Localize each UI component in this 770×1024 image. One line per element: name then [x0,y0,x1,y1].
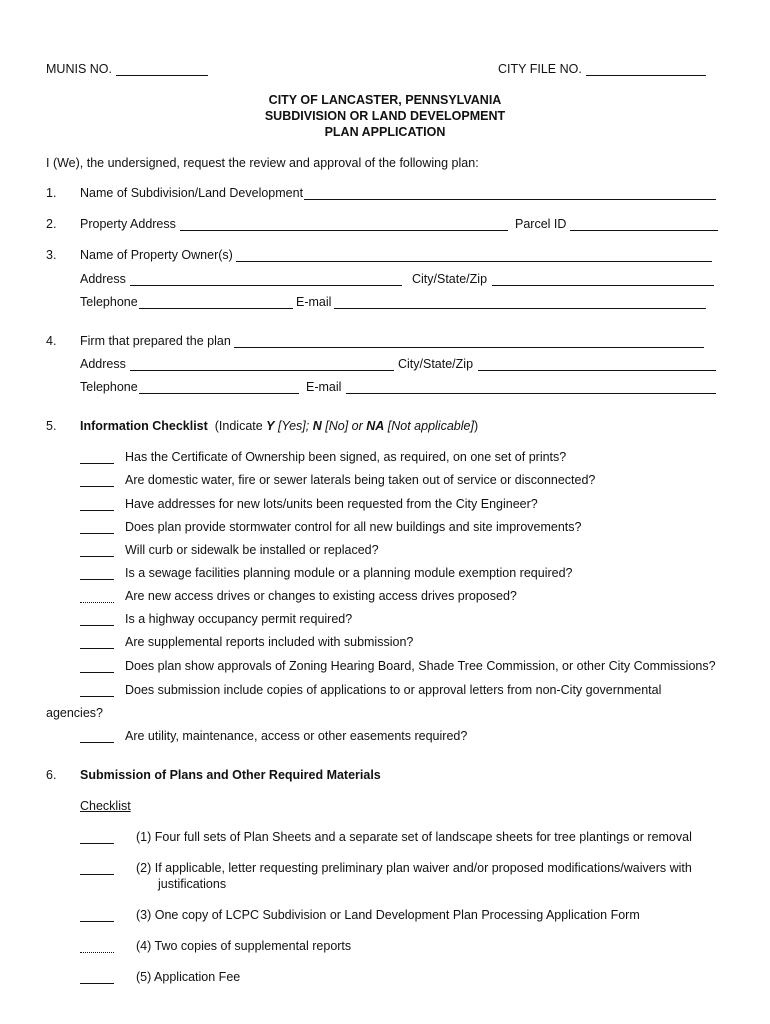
submission-item: (3) One copy of LCPC Subdivision or Land Development Plan Processing Application Form [136,908,640,922]
checklist-item: Are utility, maintenance, access or other easements required? [125,729,468,743]
owner-phone-field[interactable] [139,296,293,309]
checklist-answer-blank[interactable] [80,451,114,464]
owner-address-label: Address [80,272,126,286]
city-file-label: CITY FILE NO. [498,62,582,76]
submission-item-continuation: justifications [158,877,227,891]
firm-address-field[interactable] [130,358,394,371]
instr-n: N [312,419,322,433]
firm-phone-label: Telephone [80,380,138,394]
subdivision-name-field[interactable] [304,187,716,200]
parcel-id-label: Parcel ID [515,217,567,231]
owner-city-label: City/State/Zip [412,272,488,286]
city-file-number-field[interactable] [586,63,706,76]
section-3-number: 3. [46,248,57,262]
checklist-item-continuation: agencies? [46,706,103,720]
checklist-item: Are new access drives or changes to existing access drives proposed? [125,589,517,603]
instr-y-text: [Yes]; [274,419,313,433]
checklist-item: Will curb or sidewalk be installed or replaced? [125,543,379,557]
subdivision-name-label: Name of Subdivision/Land Development [80,186,304,200]
owner-email-field[interactable] [334,296,706,309]
parcel-id-field[interactable] [570,218,718,231]
firm-email-label: E-mail [306,380,342,394]
checklist-item: Is a highway occupancy permit required? [125,612,353,626]
information-checklist-title: Information Checklist [80,419,208,433]
information-checklist-heading [80,419,478,433]
munis-label: MUNIS NO. [46,62,112,76]
checklist-answer-blank[interactable] [80,684,114,697]
firm-name-field[interactable] [234,335,704,348]
intro-text: I (We), the undersigned, request the review and approval of the following plan: [46,156,479,170]
instr-n-text: [No] or [321,419,367,433]
submission-check-blank[interactable] [80,862,114,875]
checklist-item: Does plan provide stormwater control for all new buildings and site improvements? [125,520,582,534]
firm-phone-field[interactable] [139,381,299,394]
instr-na: NA [366,419,385,433]
owner-name-label: Name of Property Owner(s) [80,248,233,262]
checklist-answer-blank[interactable] [80,544,114,557]
property-address-field[interactable] [180,218,508,231]
submission-item: (1) Four full sets of Plan Sheets and a separate set of landscape sheets for tree plantings or removal [136,830,692,844]
owner-address-field[interactable] [130,273,402,286]
checklist-answer-blank[interactable] [80,521,114,534]
checklist-item: Are supplemental reports included with submission? [125,635,414,649]
section-1-number: 1. [46,186,57,200]
page-title-line-1: CITY OF LANCASTER, PENNSYLVANIA [268,93,502,107]
checklist-answer-blank[interactable] [80,474,114,487]
section-5-number: 5. [46,419,57,433]
checklist-item: Have addresses for new lots/units been requested from the City Engineer? [125,497,538,511]
submission-check-blank[interactable] [80,909,114,922]
checklist-answer-blank[interactable] [80,567,114,580]
owner-name-field[interactable] [236,249,712,262]
checklist-item: Does plan show approvals of Zoning Hearing Board, Shade Tree Commission, or other City Commissions? [125,659,716,673]
checklist-answer-blank[interactable] [80,660,114,673]
munis-number-field[interactable] [116,63,208,76]
checklist-subheading: Checklist [80,799,131,813]
submission-check-blank[interactable] [80,971,114,984]
firm-address-label: Address [80,357,126,371]
checklist-item: Are domestic water, fire or sewer laterals being taken out of service or disconnected? [125,473,596,487]
instr-y: Y [266,419,275,433]
checklist-answer-blank[interactable] [80,498,114,511]
owner-email-label: E-mail [296,295,332,309]
submission-check-blank[interactable] [80,940,114,953]
section-6-number: 6. [46,768,57,782]
section-2-number: 2. [46,217,57,231]
checklist-item: Has the Certificate of Ownership been signed, as required, on one set of prints? [125,450,567,464]
owner-city-field[interactable] [492,273,714,286]
checklist-answer-blank[interactable] [80,613,114,626]
instr-na-text: [Not applicable] [384,419,474,433]
instr-post: ) [473,419,479,433]
checklist-instructions [215,419,478,433]
submission-heading: Submission of Plans and Other Required Materials [80,768,381,782]
checklist-answer-blank[interactable] [80,636,114,649]
owner-phone-label: Telephone [80,295,138,309]
firm-name-label: Firm that prepared the plan [80,334,231,348]
firm-city-field[interactable] [478,358,716,371]
checklist-answer-blank[interactable] [80,590,114,603]
firm-email-field[interactable] [346,381,716,394]
checklist-item: Does submission include copies of applications to or approval letters from non-City governmental [125,683,662,697]
submission-check-blank[interactable] [80,831,114,844]
section-4-number: 4. [46,334,57,348]
property-address-label: Property Address [80,217,176,231]
submission-item: (2) If applicable, letter requesting preliminary plan waiver and/or proposed modifications/waivers with [136,861,692,875]
submission-item: (5) Application Fee [136,970,241,984]
firm-city-label: City/State/Zip [398,357,474,371]
submission-item: (4) Two copies of supplemental reports [136,939,352,953]
page-title-line-2: SUBDIVISION OR LAND DEVELOPMENT [264,109,506,123]
checklist-answer-blank[interactable] [80,730,114,743]
checklist-item: Is a sewage facilities planning module or a planning module exemption required? [125,566,573,580]
page-title-line-3: PLAN APPLICATION [324,125,446,139]
instr-pre: (Indicate [214,419,267,433]
